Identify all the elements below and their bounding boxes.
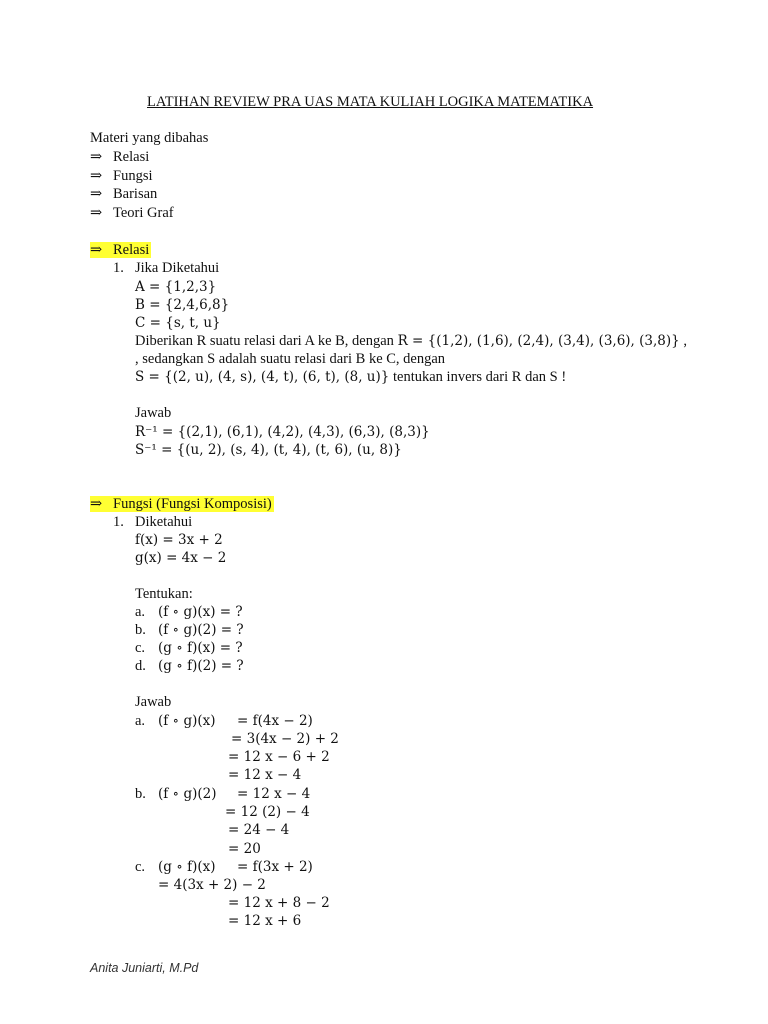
description-text: Diberikan R suatu relasi dari A ke B, dengan [135,333,398,349]
fungsi-question-title: Diketahui [135,514,193,530]
function-g-definition: g(x) = 4x − 2 [135,550,227,566]
section-heading-relasi [90,241,151,259]
answer-step: = 24 − 4 [228,822,290,838]
arrow-icon: ⇒ [90,242,103,258]
intro-item-label: Relasi [113,149,150,165]
description-text: tentukan invers dari R dan S ! [389,369,567,385]
answer-step: = f(3x + 2) [237,859,313,875]
relasi-description-line-1 [135,332,687,350]
relasi-question-title: Jika Diketahui [135,260,220,276]
set-b: B = {2,4,6,8} [135,297,230,313]
s-inverse: S⁻¹ = {(u, 2), (s, 4), (t, 4), (t, 6), (u, 8)} [135,442,402,458]
answer-step: = 12 x − 4 [237,786,311,802]
fungsi-ask-label: Tentukan: [135,586,193,602]
relasi-description-line-2: , sedangkan S adalah suatu relasi dari B ke C, dengan [135,351,446,367]
section-heading-label: Fungsi (Fungsi Komposisi) [113,496,272,512]
relasi-question-number: 1. [113,260,124,276]
intro-item-label: Fungsi [113,168,153,184]
question-text: (f ∘ g)(2) = ? [158,622,244,638]
answer-step: = 12 x − 4 [228,767,302,783]
question-letter: a. [135,604,146,620]
question-text: (f ∘ g)(x) = ? [158,604,243,620]
answer-step: = 12 x + 6 [228,913,302,929]
arrow-icon: ⇒ [90,496,103,512]
section-heading-label: Relasi [113,242,150,258]
section-heading-fungsi [90,495,274,513]
description-text: , [679,333,687,349]
answer-lhs: (g ∘ f)(x) [158,859,216,875]
answer-letter: b. [135,786,146,802]
relation-s: S = {(2, u), (4, s), (4, t), (6, t), (8, u)} [135,369,390,385]
answer-step: = 12 (2) − 4 [225,804,310,820]
question-text: (g ∘ f)(x) = ? [158,640,243,656]
arrow-icon: ⇒ [90,168,103,184]
answer-letter: c. [135,859,146,875]
function-f-definition: f(x) = 3x + 2 [135,532,223,548]
answer-step: = 4(3x + 2) − 2 [158,877,266,893]
answer-letter: a. [135,713,146,729]
intro-item-fungsi [90,167,153,185]
answer-step: = 12 x + 8 − 2 [228,895,330,911]
relasi-description-line-3 [135,368,566,386]
answer-step: = 3(4x − 2) + 2 [231,731,339,747]
r-inverse: R⁻¹ = {(2,1), (6,1), (4,2), (4,3), (6,3), (8,3)} [135,424,430,440]
question-letter: b. [135,622,146,638]
fungsi-question-number: 1. [113,514,124,530]
arrow-icon: ⇒ [90,205,103,221]
fungsi-answer-label: Jawab [135,694,172,710]
answer-lhs: (f ∘ g)(2) [158,786,217,802]
intro-item-barisan [90,185,157,203]
intro-item-label: Barisan [113,186,158,202]
intro-item-label: Teori Graf [113,205,174,221]
question-letter: c. [135,640,146,656]
question-letter: d. [135,658,146,674]
set-a: A = {1,2,3} [135,279,217,295]
relasi-answer-label: Jawab [135,405,172,421]
question-text: (g ∘ f)(2) = ? [158,658,244,674]
intro-item-relasi [90,148,149,166]
arrow-icon: ⇒ [90,186,103,202]
answer-lhs: (f ∘ g)(x) [158,713,216,729]
footer-author: Anita Juniarti, M.Pd [90,961,199,975]
document-title: LATIHAN REVIEW PRA UAS MATA KULIAH LOGIKA MATEMATIKA [147,94,594,110]
arrow-icon: ⇒ [90,149,103,165]
intro-item-teori-graf [90,204,174,222]
answer-step: = 20 [228,841,261,857]
answer-step: = f(4x − 2) [237,713,313,729]
set-c: C = {s, t, u} [135,315,221,331]
relation-r: R = {(1,2), (1,6), (2,4), (3,4), (3,6), (3,8)} [397,333,680,349]
answer-step: = 12 x − 6 + 2 [228,749,330,765]
intro-heading: Materi yang dibahas [90,130,209,146]
